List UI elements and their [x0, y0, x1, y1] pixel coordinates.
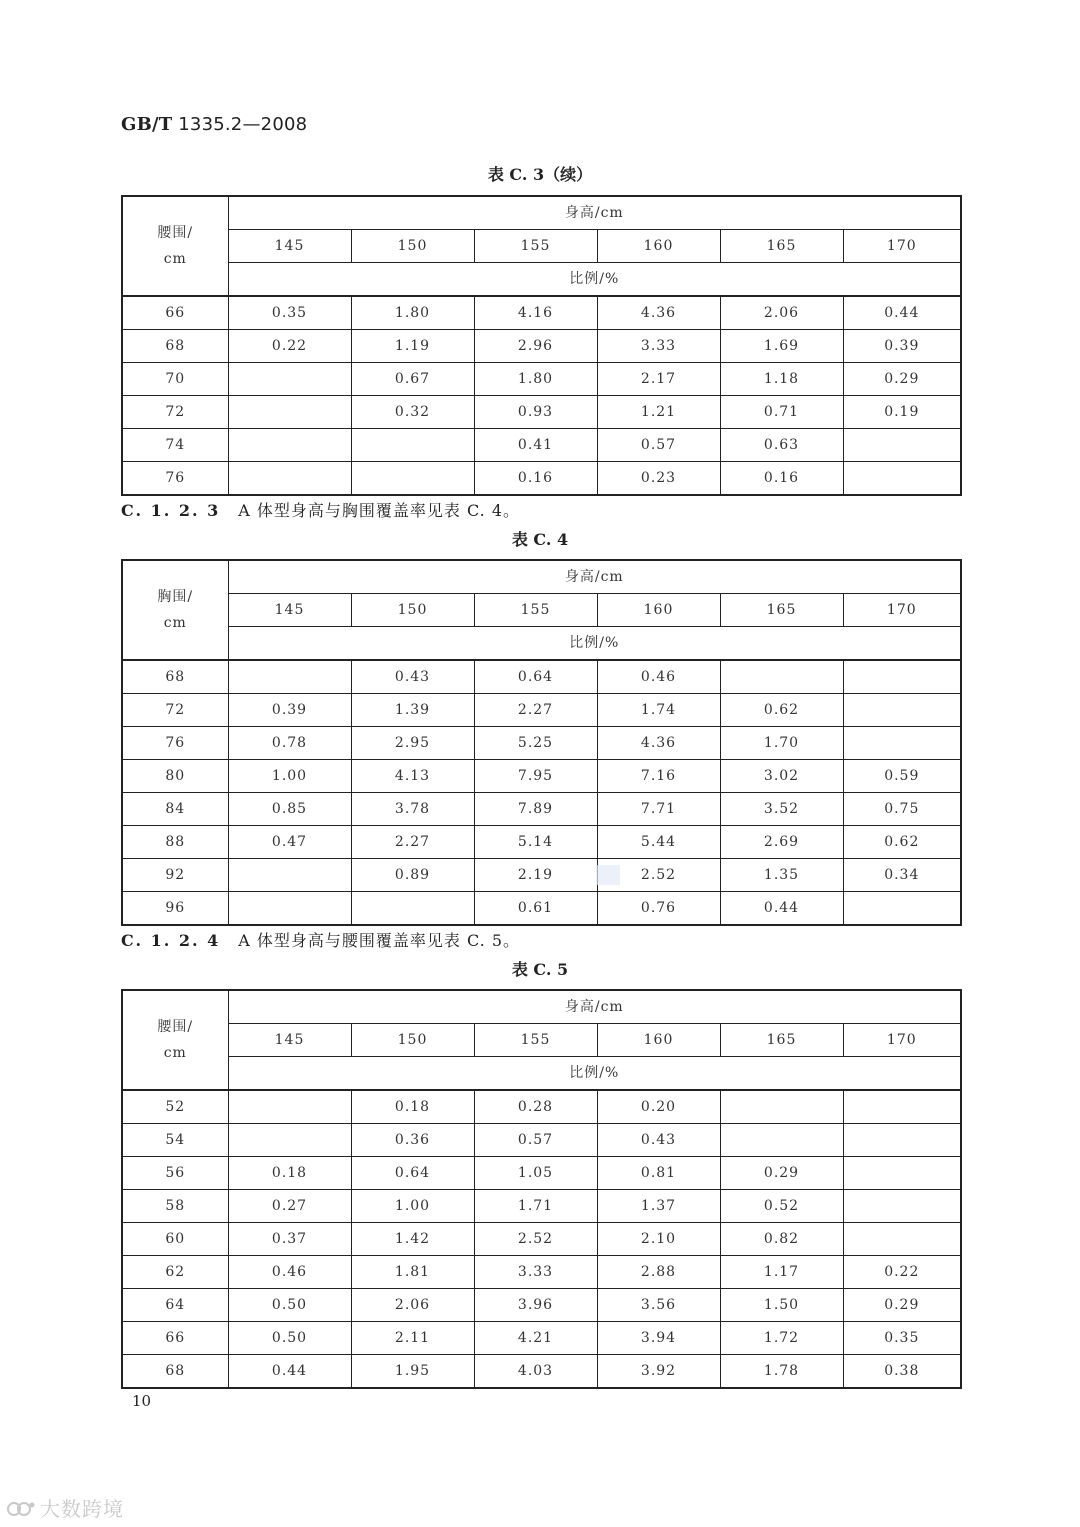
- table-cell: 2.52: [474, 1223, 597, 1256]
- table-cell: 0.16: [474, 462, 597, 496]
- table-row: [122, 1124, 961, 1157]
- table-cell: 0.41: [474, 429, 597, 462]
- table-row: [122, 429, 961, 462]
- table-cell: [843, 727, 961, 760]
- table-cell: 1.50: [720, 1289, 843, 1322]
- table-cell: 0.78: [228, 727, 351, 760]
- table-cell: [843, 1090, 961, 1124]
- table-cell: [843, 892, 961, 926]
- table-cell: 3.02: [720, 760, 843, 793]
- table-cell: [228, 1090, 351, 1124]
- table-cell: 0.61: [474, 892, 597, 926]
- table-c3-caption: 表 C. 3（续）: [487, 165, 593, 184]
- table-row: [122, 859, 961, 892]
- table-cell: 0.44: [843, 296, 961, 330]
- table-cell: 1.19: [351, 330, 474, 363]
- table-cell: 0.89: [351, 859, 474, 892]
- table-cell: 0.47: [228, 826, 351, 859]
- table-cell: 0.22: [228, 330, 351, 363]
- table-cell: 3.78: [351, 793, 474, 826]
- row-label: 92: [122, 859, 228, 892]
- table-cell: [843, 1223, 961, 1256]
- table-cell: 3.33: [597, 330, 720, 363]
- header-row-columns: [122, 594, 961, 627]
- table-cell: 0.57: [474, 1124, 597, 1157]
- column-header: 150: [351, 594, 474, 627]
- table-cell: 3.52: [720, 793, 843, 826]
- table-cell: 0.63: [720, 429, 843, 462]
- table-cell: 2.27: [351, 826, 474, 859]
- row-label: 58: [122, 1190, 228, 1223]
- table-cell: [720, 1090, 843, 1124]
- table-cell: 0.62: [843, 826, 961, 859]
- table-cell: 0.18: [228, 1157, 351, 1190]
- row-label: 68: [122, 660, 228, 694]
- header-row-columns: [122, 230, 961, 263]
- row-label: 96: [122, 892, 228, 926]
- table-cell: 4.36: [597, 727, 720, 760]
- table-cell: 1.80: [351, 296, 474, 330]
- table-cell: 3.94: [597, 1322, 720, 1355]
- table-cell: 0.32: [351, 396, 474, 429]
- table-cell: [843, 694, 961, 727]
- table-cell: 0.37: [228, 1223, 351, 1256]
- watermark-text: 大数跨境: [40, 1497, 124, 1521]
- scan-mark: [596, 865, 620, 885]
- column-header: 155: [474, 230, 597, 263]
- table-cell: 0.36: [351, 1124, 474, 1157]
- table-cell: 7.89: [474, 793, 597, 826]
- table-cell: 1.00: [351, 1190, 474, 1223]
- row-label: 80: [122, 760, 228, 793]
- row-label: 64: [122, 1289, 228, 1322]
- table-cell: 1.37: [597, 1190, 720, 1223]
- table-cell: 0.46: [597, 660, 720, 694]
- table-cell: 1.78: [720, 1355, 843, 1389]
- table-cell: 1.39: [351, 694, 474, 727]
- table-row: [122, 330, 961, 363]
- column-header: 145: [228, 230, 351, 263]
- table-cell: 1.05: [474, 1157, 597, 1190]
- group-header: 身高/cm: [228, 990, 961, 1024]
- header-row-group: [122, 560, 961, 594]
- ratio-header: 比例/%: [228, 1057, 961, 1091]
- table-cell: 0.50: [228, 1322, 351, 1355]
- corner-label-line1: 腰围/: [157, 225, 194, 241]
- table-cell: 1.35: [720, 859, 843, 892]
- column-header: 160: [597, 1024, 720, 1057]
- table-cell: [228, 892, 351, 926]
- watermark: [6, 1493, 124, 1522]
- table-cell: 2.27: [474, 694, 597, 727]
- section-c124: [121, 930, 520, 952]
- table-cell: [351, 462, 474, 496]
- row-label: 66: [122, 296, 228, 330]
- table-row: [122, 793, 961, 826]
- table-cell: [720, 660, 843, 694]
- corner-label-line2: cm: [163, 615, 187, 631]
- row-label: 68: [122, 1355, 228, 1389]
- table-cell: 0.52: [720, 1190, 843, 1223]
- table-cell: 0.35: [843, 1322, 961, 1355]
- table-cell: 2.17: [597, 363, 720, 396]
- table-cell: 7.16: [597, 760, 720, 793]
- ratio-header: 比例/%: [228, 627, 961, 661]
- table-cell: [228, 859, 351, 892]
- table-cell: [843, 462, 961, 496]
- table-cell: 0.29: [843, 1289, 961, 1322]
- table-cell: 2.10: [597, 1223, 720, 1256]
- corner-label-line2: cm: [163, 251, 187, 267]
- table-row: [122, 1355, 961, 1389]
- table-cell: [228, 1124, 351, 1157]
- table-row: [122, 1322, 961, 1355]
- row-label: 84: [122, 793, 228, 826]
- table-row: [122, 1223, 961, 1256]
- table-cell: [843, 429, 961, 462]
- row-label: 60: [122, 1223, 228, 1256]
- header-row-ratio: [122, 1057, 961, 1091]
- ratio-header: 比例/%: [228, 263, 961, 297]
- row-label: 52: [122, 1090, 228, 1124]
- table-cell: 4.36: [597, 296, 720, 330]
- section-c123: [121, 500, 520, 522]
- table-cell: 0.44: [720, 892, 843, 926]
- column-header: 150: [351, 230, 474, 263]
- table-row: [122, 660, 961, 694]
- table-cell: [720, 1124, 843, 1157]
- table-cell: 7.71: [597, 793, 720, 826]
- table-cell: 0.67: [351, 363, 474, 396]
- table-row: [122, 1157, 961, 1190]
- table-cell: 0.57: [597, 429, 720, 462]
- table-cell: 0.62: [720, 694, 843, 727]
- row-label: 72: [122, 396, 228, 429]
- table-cell: 1.81: [351, 1256, 474, 1289]
- table-cell: 0.35: [228, 296, 351, 330]
- table-cell: 0.82: [720, 1223, 843, 1256]
- table-cell: 1.70: [720, 727, 843, 760]
- table-row: [122, 1090, 961, 1124]
- table-row: [122, 1256, 961, 1289]
- table-cell: [228, 660, 351, 694]
- table-cell: 0.39: [228, 694, 351, 727]
- table-cell: 1.21: [597, 396, 720, 429]
- table-cell: 2.52: [597, 859, 720, 892]
- table-cell: 2.06: [720, 296, 843, 330]
- table-cell: 1.80: [474, 363, 597, 396]
- column-header: 150: [351, 1024, 474, 1057]
- column-header: 160: [597, 230, 720, 263]
- table-c4-caption: 表 C. 4: [511, 530, 569, 549]
- column-header: 155: [474, 594, 597, 627]
- table-cell: [228, 462, 351, 496]
- table-cell: 4.16: [474, 296, 597, 330]
- table-row: [122, 296, 961, 330]
- corner-label-line1: 胸围/: [157, 589, 194, 605]
- column-header: 145: [228, 1024, 351, 1057]
- table-cell: 0.34: [843, 859, 961, 892]
- table-cell: 0.43: [351, 660, 474, 694]
- column-header: 145: [228, 594, 351, 627]
- table-cell: 3.96: [474, 1289, 597, 1322]
- table-cell: 0.64: [474, 660, 597, 694]
- table-cell: 0.27: [228, 1190, 351, 1223]
- column-header: 170: [843, 230, 961, 263]
- table-cell: 2.95: [351, 727, 474, 760]
- row-label: 70: [122, 363, 228, 396]
- table-cell: 0.20: [597, 1090, 720, 1124]
- table-cell: 2.19: [474, 859, 597, 892]
- table-cell: 1.71: [474, 1190, 597, 1223]
- column-header: 170: [843, 1024, 961, 1057]
- row-label: 74: [122, 429, 228, 462]
- table-cell: [228, 429, 351, 462]
- table-cell: 4.21: [474, 1322, 597, 1355]
- corner-label-line1: 腰围/: [157, 1019, 194, 1035]
- table-cell: 0.93: [474, 396, 597, 429]
- table-cell: [843, 1124, 961, 1157]
- table-cell: 0.85: [228, 793, 351, 826]
- table-c5: [121, 989, 962, 1389]
- table-row: [122, 727, 961, 760]
- table-cell: 0.22: [843, 1256, 961, 1289]
- header-row-group: [122, 196, 961, 230]
- header-row-ratio: [122, 627, 961, 661]
- header-row-ratio: [122, 263, 961, 297]
- table-cell: 1.74: [597, 694, 720, 727]
- table-cell: 0.29: [720, 1157, 843, 1190]
- row-label: 56: [122, 1157, 228, 1190]
- table-cell: 1.42: [351, 1223, 474, 1256]
- table-cell: 1.00: [228, 760, 351, 793]
- table-cell: [228, 363, 351, 396]
- table-row: [122, 892, 961, 926]
- standard-code-number: 1335.2—2008: [178, 114, 308, 135]
- table-cell: 1.72: [720, 1322, 843, 1355]
- row-label: 68: [122, 330, 228, 363]
- table-cell: 2.06: [351, 1289, 474, 1322]
- table-cell: [351, 892, 474, 926]
- table-cell: 2.88: [597, 1256, 720, 1289]
- table-cell: 0.28: [474, 1090, 597, 1124]
- table-cell: 5.14: [474, 826, 597, 859]
- table-cell: 1.69: [720, 330, 843, 363]
- row-label: 72: [122, 694, 228, 727]
- table-row: [122, 363, 961, 396]
- table-cell: 0.64: [351, 1157, 474, 1190]
- table-cell: [843, 1190, 961, 1223]
- watermark-logo-icon: [6, 1499, 36, 1519]
- table-cell: 1.18: [720, 363, 843, 396]
- table-cell: 0.38: [843, 1355, 961, 1389]
- corner-header: [122, 990, 228, 1090]
- table-cell: 7.95: [474, 760, 597, 793]
- section-c123-number: C. 1. 2. 3: [121, 501, 221, 520]
- table-cell: 4.03: [474, 1355, 597, 1389]
- table-cell: 3.33: [474, 1256, 597, 1289]
- table-c5-caption: 表 C. 5: [511, 960, 569, 979]
- table-cell: 5.44: [597, 826, 720, 859]
- group-header: 身高/cm: [228, 196, 961, 230]
- table-cell: 0.39: [843, 330, 961, 363]
- table-cell: 1.95: [351, 1355, 474, 1389]
- row-label: 66: [122, 1322, 228, 1355]
- table-cell: 0.75: [843, 793, 961, 826]
- row-label: 76: [122, 462, 228, 496]
- table-cell: 2.96: [474, 330, 597, 363]
- header-row-columns: [122, 1024, 961, 1057]
- table-cell: 0.76: [597, 892, 720, 926]
- row-label: 54: [122, 1124, 228, 1157]
- corner-header: [122, 560, 228, 660]
- table-cell: 2.69: [720, 826, 843, 859]
- column-header: 160: [597, 594, 720, 627]
- table-cell: 0.18: [351, 1090, 474, 1124]
- section-c123-text: A 体型身高与胸围覆盖率见表 C. 4。: [238, 501, 521, 520]
- table-c3: [121, 195, 962, 496]
- table-cell: 0.43: [597, 1124, 720, 1157]
- table-cell: [843, 1157, 961, 1190]
- table-cell: 0.71: [720, 396, 843, 429]
- row-label: 62: [122, 1256, 228, 1289]
- table-cell: 4.13: [351, 760, 474, 793]
- table-cell: 0.23: [597, 462, 720, 496]
- column-header: 170: [843, 594, 961, 627]
- table-cell: 1.17: [720, 1256, 843, 1289]
- table-row: [122, 1190, 961, 1223]
- row-label: 76: [122, 727, 228, 760]
- table-cell: 5.25: [474, 727, 597, 760]
- table-cell: 2.11: [351, 1322, 474, 1355]
- table-row: [122, 1289, 961, 1322]
- table-cell: 3.56: [597, 1289, 720, 1322]
- section-c124-number: C. 1. 2. 4: [121, 931, 221, 950]
- table-cell: 0.81: [597, 1157, 720, 1190]
- table-cell: 0.44: [228, 1355, 351, 1389]
- table-cell: 0.50: [228, 1289, 351, 1322]
- table-row: [122, 396, 961, 429]
- standard-code: [121, 114, 307, 135]
- table-row: [122, 826, 961, 859]
- table-cell: 0.16: [720, 462, 843, 496]
- corner-header: [122, 196, 228, 296]
- table-cell: 0.19: [843, 396, 961, 429]
- table-cell: [843, 660, 961, 694]
- table-cell: [351, 429, 474, 462]
- table-cell: [228, 396, 351, 429]
- column-header: 155: [474, 1024, 597, 1057]
- header-row-group: [122, 990, 961, 1024]
- table-row: [122, 760, 961, 793]
- column-header: 165: [720, 594, 843, 627]
- table-row: [122, 462, 961, 496]
- row-label: 88: [122, 826, 228, 859]
- table-cell: 0.29: [843, 363, 961, 396]
- corner-label-line2: cm: [163, 1045, 187, 1061]
- column-header: 165: [720, 1024, 843, 1057]
- table-cell: 3.92: [597, 1355, 720, 1389]
- table-cell: 0.59: [843, 760, 961, 793]
- column-header: 165: [720, 230, 843, 263]
- standard-code-prefix: GB/T: [121, 114, 173, 135]
- table-cell: 0.46: [228, 1256, 351, 1289]
- table-row: [122, 694, 961, 727]
- group-header: 身高/cm: [228, 560, 961, 594]
- section-c124-text: A 体型身高与腰围覆盖率见表 C. 5。: [238, 931, 521, 950]
- page-number: 10: [132, 1392, 152, 1410]
- table-c4: [121, 559, 962, 926]
